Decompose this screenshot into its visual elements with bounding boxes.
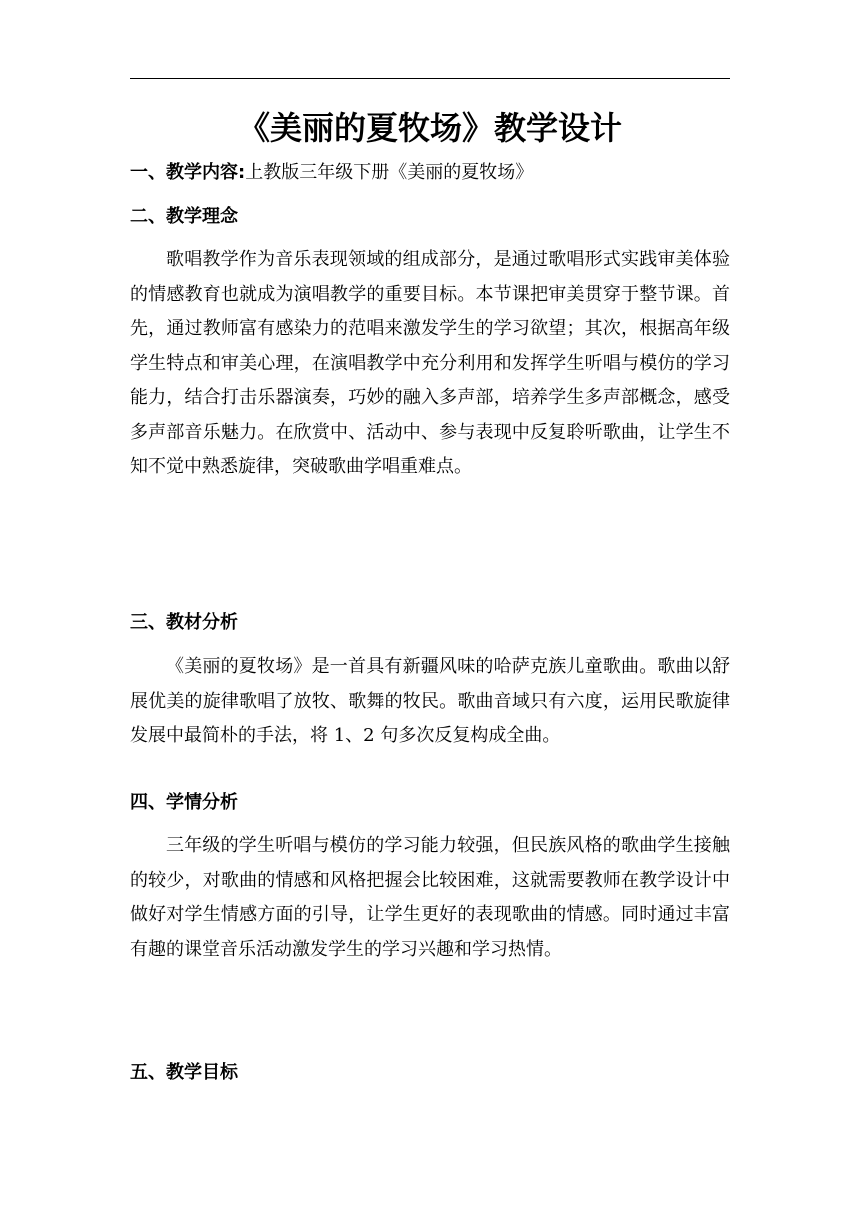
section-paragraph: 歌唱教学作为音乐表现领域的组成部分，是通过歌唱形式实践审美体验的情感教育也就成为演唱教学的重要目标。本节课把审美贯穿于整节课。首先，通过教师富有感染力的范唱来激发学生的学习欲望；其次，根据高年级学生特点和审美心理，在演唱教学中充分利用和发挥学生听唱与模仿的学习能力，结合打击乐器演奏，巧妙的融入多声部，培养学生多声部概念，感受多声部音乐魅力。在欣赏中、活动中、参与表现中反复聆听歌曲，让学生不知不觉中熟悉旋律，突破歌曲学唱重难点。 bbox=[130, 249, 730, 477]
section-heading: 五、教学目标 bbox=[130, 1062, 238, 1083]
section-paragraph: 三年级的学生听唱与模仿的学习能力较强，但民族风格的歌曲学生接触的较少，对歌曲的情感和风格把握会比较困难，这就需要教师在教学设计中做好对学生情感方面的引导，让学生更好的表现歌曲的情感。同时通过丰富有趣的课堂音乐活动激发学生的学习兴趣和学习热情。 bbox=[130, 835, 730, 960]
section-paragraph: 《美丽的夏牧场》是一首具有新疆风味的哈萨克族儿童歌曲。歌曲以舒展优美的旋律歌唱了放牧、歌舞的牧民。歌曲音域只有六度，运用民歌旋律发展中最简朴的手法，将 1、2 句多次反复构成全曲。 bbox=[130, 656, 730, 746]
document-title: 《美丽的夏牧场》教学设计 bbox=[237, 109, 622, 147]
header-rule bbox=[130, 78, 730, 79]
section-teaching-content bbox=[130, 158, 730, 188]
section-heading: 三、教材分析 bbox=[130, 612, 238, 633]
section-heading: 二、教学理念 bbox=[130, 206, 238, 227]
section-heading: 四、学情分析 bbox=[130, 792, 238, 813]
section-heading: 一、教学内容: bbox=[130, 162, 246, 183]
section-text: 上教版三年级下册《美丽的夏牧场》 bbox=[245, 162, 534, 183]
